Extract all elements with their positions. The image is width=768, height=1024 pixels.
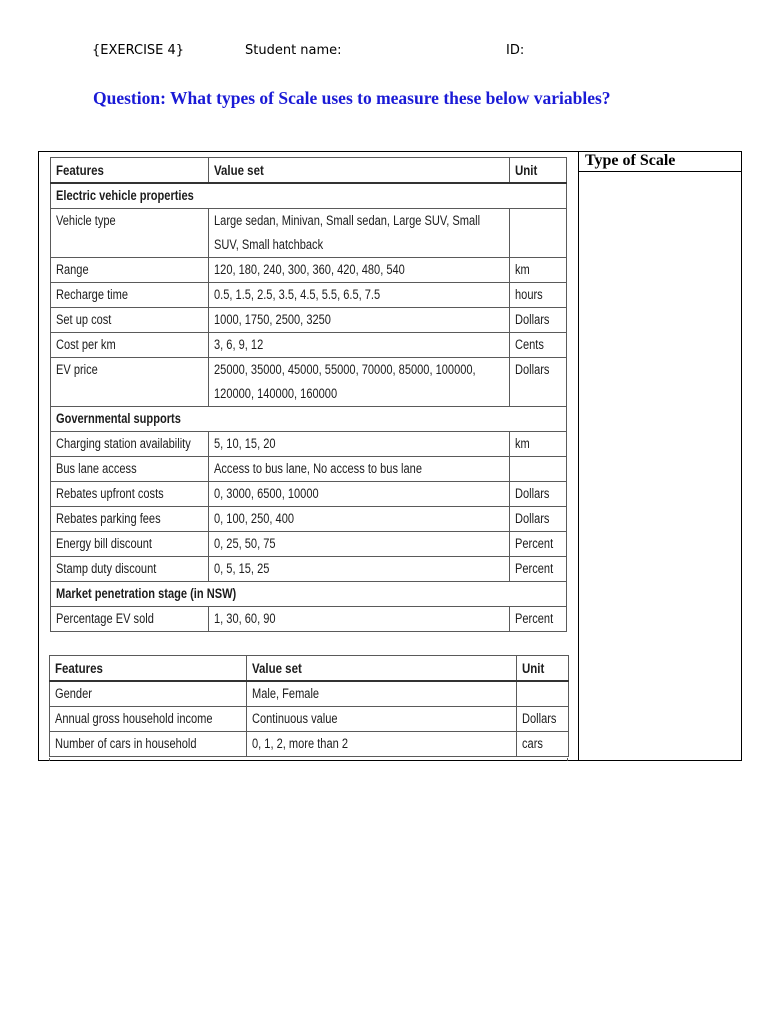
unit-cell [510,457,567,482]
feature-cell: Number of cars in household [50,732,247,757]
feature-cell: Gender [50,681,247,707]
table-2-cutoff [49,758,568,761]
value-set-cell: Male, Female [247,681,517,707]
table-row [51,283,567,308]
unit-cell: Percent [510,557,567,582]
feature-cell: Rebates parking fees [51,507,209,532]
feature-cell: Bus lane access [51,457,209,482]
value-set-cell: 0, 25, 50, 75 [209,532,510,557]
value-set-cell: 25000, 35000, 45000, 55000, 70000, 85000, 100000, 120000, 140000, 160000 [209,358,510,407]
table-header-row [50,656,569,682]
section-title: Governmental supports [51,407,567,432]
unit-cell: hours [510,283,567,308]
table-row [51,507,567,532]
unit-cell: Dollars [510,482,567,507]
frame-divider [578,151,579,761]
value-set-cell: 5, 10, 15, 20 [209,432,510,457]
value-set-cell: Large sedan, Minivan, Small sedan, Large SUV, Small SUV, Small hatchback [209,209,510,258]
feature-cell: Charging station availability [51,432,209,457]
unit-cell: Cents [510,333,567,358]
type-of-scale-header: Type of Scale [579,151,742,172]
features-table-2 [49,655,569,757]
unit-cell: cars [517,732,569,757]
column-header-features: Features [51,158,209,184]
table-row [51,532,567,557]
feature-cell: Recharge time [51,283,209,308]
value-set-cell: Access to bus lane, No access to bus lane [209,457,510,482]
feature-cell: Vehicle type [51,209,209,258]
value-set-cell: 1000, 1750, 2500, 3250 [209,308,510,333]
feature-cell: Cost per km [51,333,209,358]
table-row [51,333,567,358]
table-row [50,681,569,707]
section-title: Electric vehicle properties [51,183,567,209]
unit-cell: Dollars [510,358,567,407]
feature-cell: EV price [51,358,209,407]
section-row [51,582,567,607]
id-label: ID: [506,43,525,58]
unit-cell: Dollars [510,507,567,532]
feature-cell: Energy bill discount [51,532,209,557]
table-row [51,482,567,507]
column-header-unit: Unit [510,158,567,184]
student-name-label: Student name: [245,43,342,58]
table-row [51,557,567,582]
feature-cell: Rebates upfront costs [51,482,209,507]
value-set-cell: 1, 30, 60, 90 [209,607,510,632]
feature-cell: Range [51,258,209,283]
unit-cell [517,681,569,707]
section-title: Market penetration stage (in NSW) [51,582,567,607]
value-set-cell: 0.5, 1.5, 2.5, 3.5, 4.5, 5.5, 6.5, 7.5 [209,283,510,308]
unit-cell: Dollars [517,707,569,732]
value-set-cell: 0, 3000, 6500, 10000 [209,482,510,507]
unit-cell [510,209,567,258]
unit-cell: km [510,432,567,457]
value-set-cell: 0, 5, 15, 25 [209,557,510,582]
table-row [50,732,569,757]
table-row [51,209,567,258]
table-row [51,358,567,407]
table-row [50,707,569,732]
value-set-cell: Continuous value [247,707,517,732]
unit-cell: Dollars [510,308,567,333]
section-row [51,183,567,209]
unit-cell: km [510,258,567,283]
column-header-value-set: Value set [247,656,517,682]
features-table-1 [50,157,567,632]
table-row [51,607,567,632]
feature-cell: Set up cost [51,308,209,333]
unit-cell: Percent [510,607,567,632]
feature-cell: Stamp duty discount [51,557,209,582]
value-set-cell: 0, 100, 250, 400 [209,507,510,532]
value-set-cell: 120, 180, 240, 300, 360, 420, 480, 540 [209,258,510,283]
question-heading: Question: What types of Scale uses to measure these below variables? [93,88,611,108]
value-set-cell: 3, 6, 9, 12 [209,333,510,358]
table-row [51,258,567,283]
section-row [51,407,567,432]
value-set-cell: 0, 1, 2, more than 2 [247,732,517,757]
feature-cell: Annual gross household income [50,707,247,732]
table-row [51,457,567,482]
exercise-label: {EXERCISE 4} [92,43,185,58]
column-header-features: Features [50,656,247,682]
column-header-unit: Unit [517,656,569,682]
unit-cell: Percent [510,532,567,557]
table-row [51,432,567,457]
feature-cell: Percentage EV sold [51,607,209,632]
table-header-row [51,158,567,184]
column-header-value-set: Value set [209,158,510,184]
table-row [51,308,567,333]
